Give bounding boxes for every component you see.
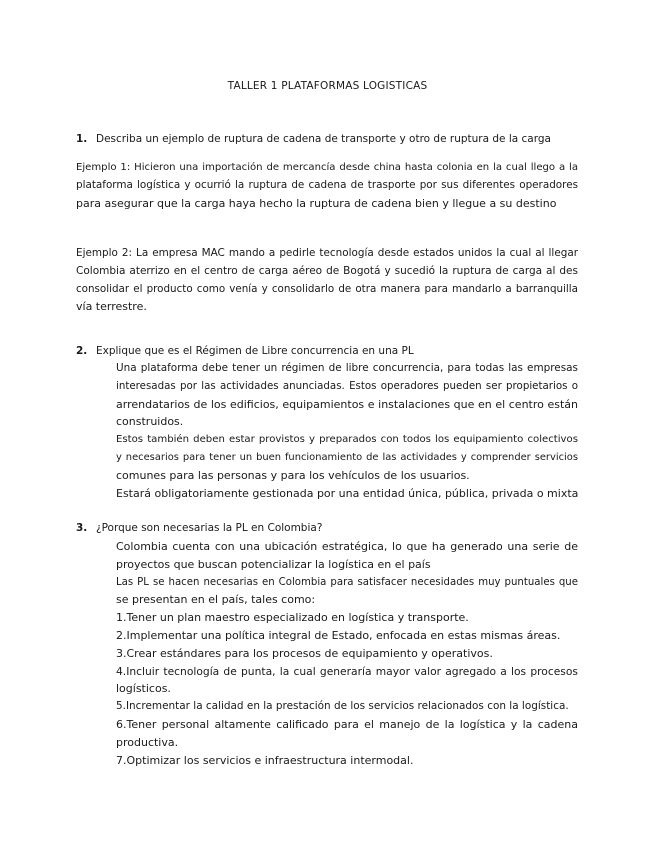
q3-list-item: 2.Implementar una política integral de Estado, enfocada en estas mismas áreas.: [116, 628, 561, 642]
q3-list-item: productiva.: [116, 735, 179, 749]
document-title: TALLER 1 PLATAFORMAS LOGISTICAS: [227, 80, 428, 92]
question-1-text: Describa un ejemplo de ruptura de cadena de transporte y otro de ruptura de la carga: [96, 133, 551, 145]
q1-example-2-line: Ejemplo 2: La empresa MAC mando a pedirle tecnología desde estados unidos la cual al llegar: [76, 247, 578, 259]
q3-list-item: 7.Optimizar los servicios e infraestructura intermodal.: [116, 753, 414, 767]
question-2-number: 2.: [76, 345, 88, 357]
q2-para2-line: Estos también deben estar provistos y preparados con todos los equipamiento colectivos: [116, 434, 578, 446]
q3-para2-line: se presentan en el país, tales como:: [116, 593, 316, 607]
q2-para2-line: y necesarios para tener un buen funcionamiento de las actividades y comprender servicios: [116, 451, 578, 463]
question-1: [76, 131, 596, 149]
q3-list-item: 6.Tener personal altamente calificado para el manejo de la logística y la cadena: [116, 717, 578, 731]
question-3-text: ¿Porque son necesarias la PL en Colombia?: [96, 522, 323, 534]
q1-example-2-line: Colombia aterrizo en el centro de carga aéreo de Bogotá y sucedió la ruptura de carga al des: [76, 264, 578, 277]
q3-list-item: 4.Incluir tecnología de punta, la cual generaría mayor valor agregado a los procesos: [116, 664, 578, 678]
q1-example-1: [76, 159, 578, 212]
q1-example-1-line: Ejemplo 1: Hicieron una importación de mercancía desde china hasta colonia en la cual llego a la: [76, 162, 578, 173]
q1-example-2: [76, 245, 578, 316]
q2-para1-line: arrendatarios de los edificios, equipamientos e instalaciones que en el centro están: [116, 397, 578, 411]
q3-para1-line: Colombia cuenta con una ubicación estratégica, lo que ha generado una serie de: [116, 540, 578, 553]
question-2-text: Explique que es el Régimen de Libre concurrencia en una PL: [96, 345, 414, 357]
q3-list-item: 1.Tener un plan maestro especializado en logística y transporte.: [116, 611, 469, 625]
q2-para1-line: construidos.: [116, 415, 184, 429]
q3-answer: [116, 538, 578, 769]
q3-para2-line: Las PL se hacen necesarias en Colombia para satisfacer necesidades muy puntuales que: [116, 576, 578, 588]
question-3: [76, 520, 596, 538]
q1-example-2-line: consolidar el producto como venía y consolidarlo de otra manera para mandarlo a barranquilla: [76, 282, 578, 295]
question-3-number: 3.: [76, 522, 88, 534]
question-2: [76, 343, 596, 361]
q3-list-item: logísticos.: [116, 682, 171, 696]
q1-example-1-line: plataforma logística y ocurrió la ruptura de cadena de trasporte por sus diferentes operadores: [76, 178, 578, 191]
q2-answer: [116, 360, 578, 502]
q1-example-1-line: para asegurar que la carga haya hecho la ruptura de cadena bien y llegue a su destino: [76, 196, 557, 210]
q3-list-item: 3.Crear estándares para los procesos de equipamiento y operativos.: [116, 646, 493, 660]
q2-para1-line: interesadas por las actividades anunciadas. Estos operadores pueden ser propietarios o: [116, 379, 578, 392]
q3-para1-line: proyectos que buscan potencializar la logística en el país: [116, 557, 431, 571]
q2-para3-line: Estará obligatoriamente gestionada por una entidad única, pública, privada o mixta: [116, 486, 579, 500]
q2-para1-line: Una plataforma debe tener un régimen de libre concurrencia, para todas las empresas: [116, 362, 578, 374]
q1-example-2-line: vía terrestre.: [76, 300, 147, 314]
q2-para2-line: comunes para las personas y para los vehículos de los usuarios.: [116, 468, 470, 482]
question-1-number: 1.: [76, 133, 88, 145]
q3-list-item: 5.Incrementar la calidad en la prestación de los servicios relacionados con la logística.: [116, 700, 569, 713]
